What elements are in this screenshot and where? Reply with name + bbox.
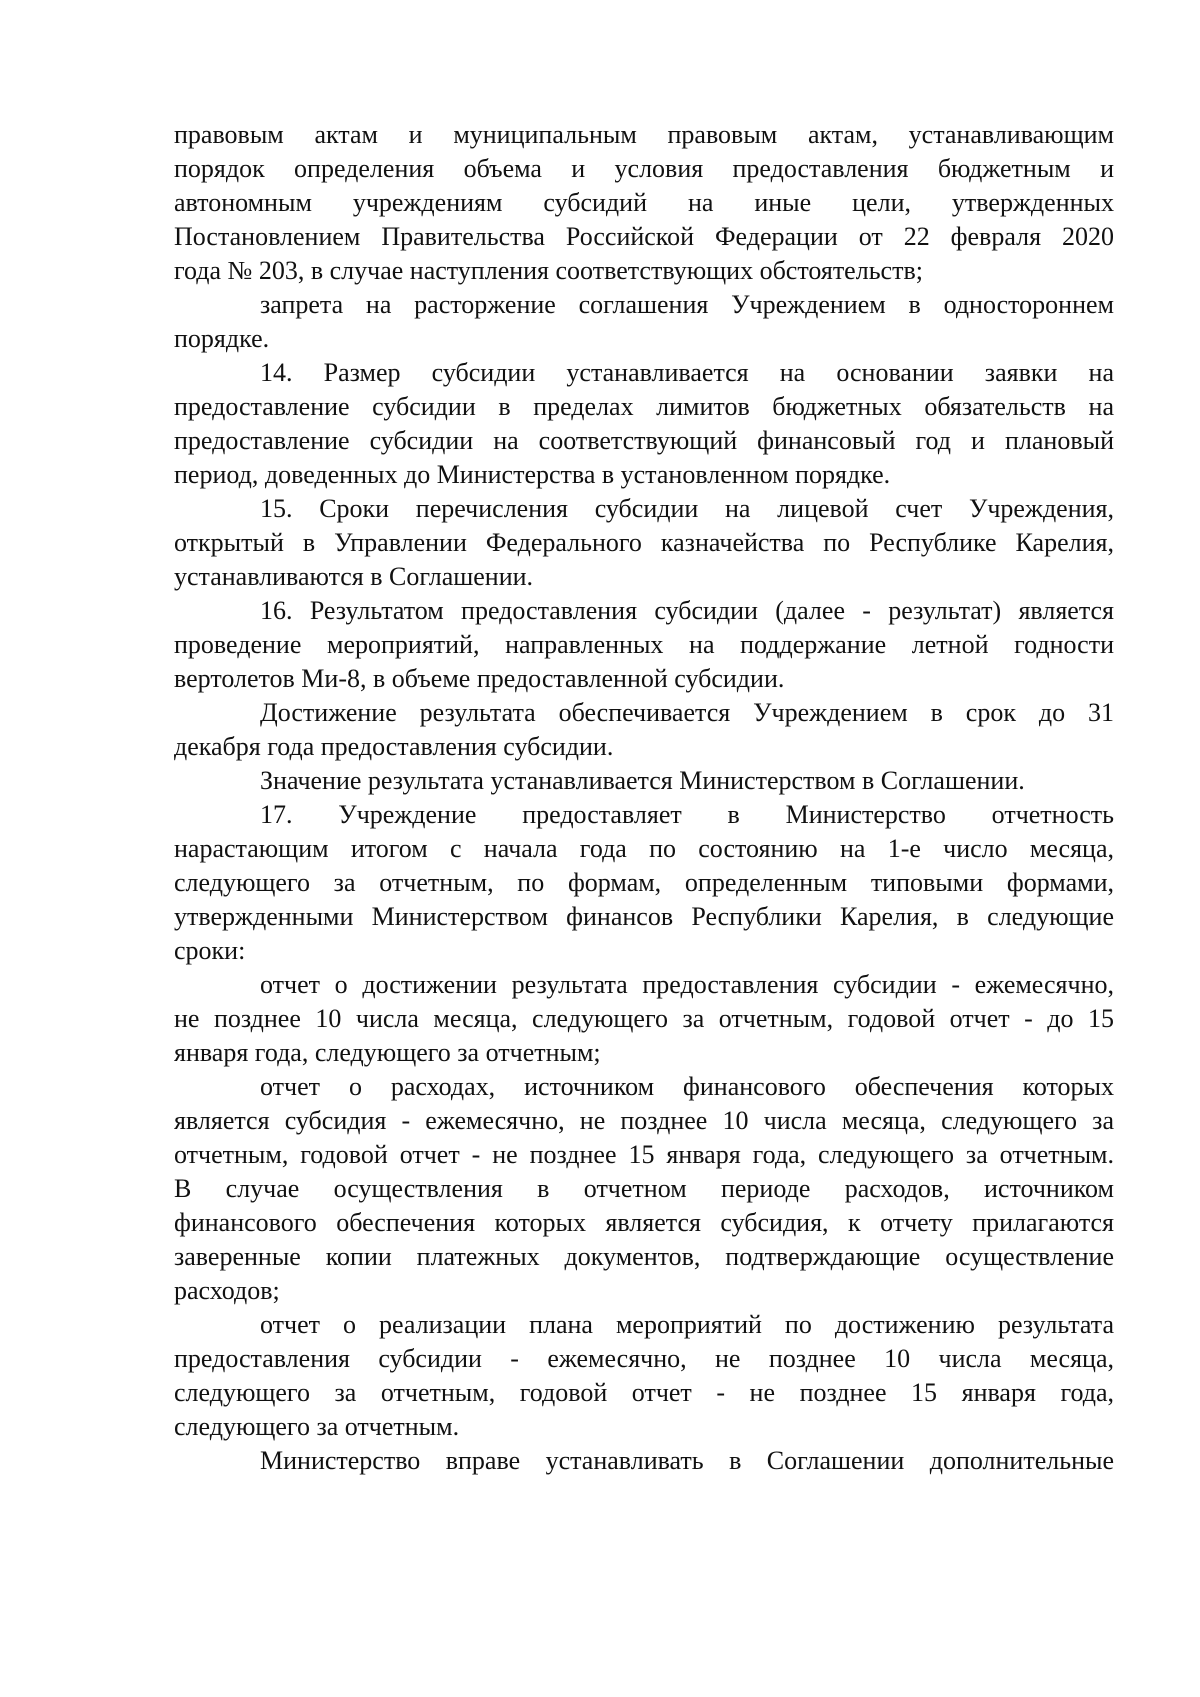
text-line: период, доведенных до Министерства в установленном порядке. (174, 460, 891, 489)
text-line: 15. Сроки перечисления субсидии на лицевой счет Учреждения, (260, 494, 1114, 523)
text-line: предоставления субсидии - ежемесячно, не позднее 10 числа месяца, (174, 1344, 1114, 1373)
text-line: следующего за отчетным, по формам, определенным типовыми формами, (174, 868, 1114, 897)
text-line: 17. Учреждение предоставляет в Министерство отчетность (260, 800, 1114, 829)
text-line: открытый в Управлении Федерального казначейства по Республике Карелия, (174, 528, 1114, 557)
text-line: вертолетов Ми-8, в объеме предоставленной субсидии. (174, 664, 785, 693)
text-line: года № 203, в случае наступления соответствующих обстоятельств; (174, 256, 923, 285)
text-line: следующего за отчетным, годовой отчет - не позднее 15 января года, (174, 1378, 1114, 1407)
text-line: отчет о достижении результата предоставления субсидии - ежемесячно, (260, 970, 1114, 999)
document-body (174, 118, 1114, 1478)
text-line: отчет о расходах, источником финансового обеспечения которых (260, 1072, 1114, 1101)
text-line: Достижение результата обеспечивается Учреждением в срок до 31 (260, 698, 1114, 727)
text-line: нарастающим итогом с начала года по состоянию на 1-е число месяца, (174, 834, 1114, 863)
text-line: порядок определения объема и условия предоставления бюджетным и (174, 154, 1114, 183)
text-line: устанавливаются в Соглашении. (174, 562, 534, 591)
text-line: утвержденными Министерством финансов Республики Карелия, в следующие (174, 902, 1114, 931)
text-line: отчет о реализации плана мероприятий по достижению результата (260, 1310, 1114, 1339)
text-line: запрета на расторжение соглашения Учреждением в одностороннем (260, 290, 1114, 319)
text-line: сроки: (174, 936, 246, 965)
text-line: автономным учреждениям субсидий на иные цели, утвержденных (174, 188, 1114, 217)
text-line: 16. Результатом предоставления субсидии (далее - результат) является (260, 596, 1114, 625)
text-line: правовым актам и муниципальным правовым актам, устанавливающим (174, 120, 1114, 149)
text-line: Значение результата устанавливается Министерством в Соглашении. (260, 766, 1025, 795)
text-line: 14. Размер субсидии устанавливается на основании заявки на (260, 358, 1114, 387)
text-line: финансового обеспечения которых является субсидия, к отчету прилагаются (174, 1208, 1114, 1237)
text-line: предоставление субсидии в пределах лимитов бюджетных обязательств на (174, 392, 1114, 421)
text-line: января года, следующего за отчетным; (174, 1038, 601, 1067)
text-line: предоставление субсидии на соответствующий финансовый год и плановый (174, 426, 1114, 455)
text-line: декабря года предоставления субсидии. (174, 732, 614, 761)
text-line: является субсидия - ежемесячно, не позднее 10 числа месяца, следующего за (174, 1106, 1114, 1135)
text-line: порядке. (174, 324, 270, 353)
text-line: Министерство вправе устанавливать в Соглашении дополнительные (260, 1446, 1114, 1475)
text-line: заверенные копии платежных документов, подтверждающие осуществление (174, 1242, 1114, 1271)
text-line: следующего за отчетным. (174, 1412, 460, 1441)
text-line: расходов; (174, 1276, 280, 1305)
text-line: проведение мероприятий, направленных на поддержание летной годности (174, 630, 1114, 659)
text-line: Постановлением Правительства Российской Федерации от 22 февраля 2020 (174, 222, 1114, 251)
text-line: отчетным, годовой отчет - не позднее 15 января года, следующего за отчетным. (174, 1140, 1114, 1169)
text-line: В случае осуществления в отчетном периоде расходов, источником (174, 1174, 1114, 1203)
text-line: не позднее 10 числа месяца, следующего за отчетным, годовой отчет - до 15 (174, 1004, 1114, 1033)
